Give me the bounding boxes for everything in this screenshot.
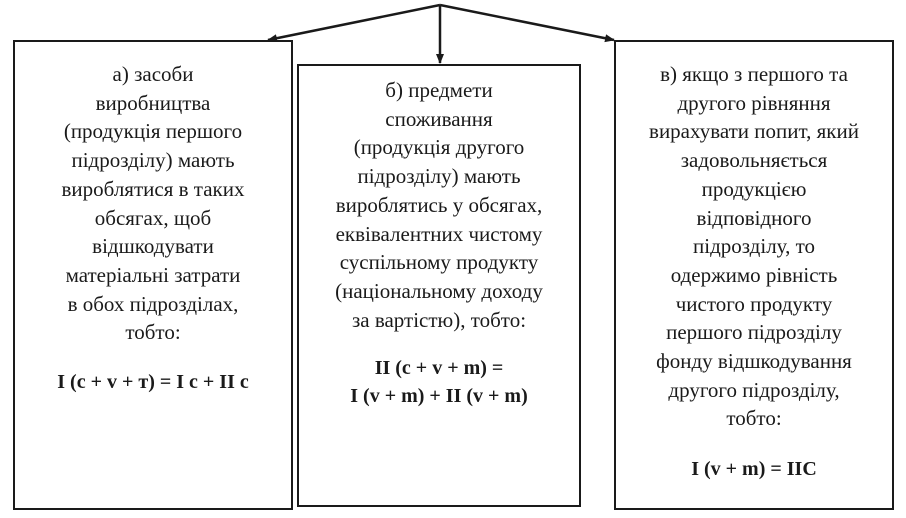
box-c-text-line: підрозділу, то (693, 234, 815, 259)
box-c-text-line: продукцією (701, 176, 807, 201)
box-a-text-line: в обох підрозділах, (67, 291, 239, 316)
box-b-text-line: вироблятись у обсягах, (335, 192, 543, 217)
box-b-text-line: суспільному продукту (339, 250, 539, 275)
box-a-text-line: а) засоби (112, 62, 194, 86)
box-b-text-line: б) предмети (385, 78, 493, 102)
box-equality-condition (614, 40, 894, 510)
box-b-text-line: (національному доходу (335, 278, 543, 303)
box-c-text-line: фонду відшкодування (656, 349, 852, 374)
box-a-text-line: підрозділу) мають (71, 148, 235, 173)
box-c-text-line: тобто: (726, 406, 782, 431)
box-c-text-line: в) якщо з першого та (660, 62, 848, 86)
box-a-text-line: тобто: (125, 320, 181, 345)
box-a-text-line: виробництва (95, 90, 211, 115)
box-consumer-goods (297, 64, 581, 507)
arrow-to-box-c (440, 5, 614, 40)
box-c-text-line: задовольняється (680, 148, 828, 173)
box-c-text-line: другого підрозділу, (668, 377, 840, 402)
box-c-text-line: першого підрозділу (666, 320, 842, 345)
box-a-text-line: (продукція першого (63, 119, 243, 144)
arrow-to-box-a (268, 5, 440, 40)
box-a-text-line: обсягах, щоб (94, 205, 212, 230)
box-c-text-line: одержимо рівність (670, 262, 838, 287)
box-b-formula: II (c + v + m) = (374, 357, 504, 380)
box-c-text-line: відповідного (696, 205, 812, 230)
box-c-text-line: другого рівняння (677, 90, 831, 115)
box-b-formula: I (v + m) + II (v + m) (350, 385, 528, 408)
box-a-formula: I (c + v + т) = I c + II c (57, 371, 249, 394)
box-b-text-line: еквівалентних чистому (335, 221, 543, 246)
box-c-text-line: чистого продукту (675, 291, 833, 316)
box-c-formula: I (v + m) = IIC (691, 458, 817, 481)
box-means-of-production (13, 40, 293, 510)
box-b-text-line: підрозділу) мають (357, 164, 521, 189)
box-a-text-line: матеріальні затрати (65, 262, 241, 287)
box-b-text-line: (продукція другого (353, 135, 525, 160)
box-a-text-line: відшкодувати (92, 234, 214, 259)
box-b-text-line: за вартістю), тобто: (351, 307, 527, 332)
box-c-text-line: вирахувати попит, який (649, 119, 859, 144)
box-b-text-line: споживання (385, 106, 493, 131)
box-a-text-line: вироблятися в таких (61, 176, 245, 201)
